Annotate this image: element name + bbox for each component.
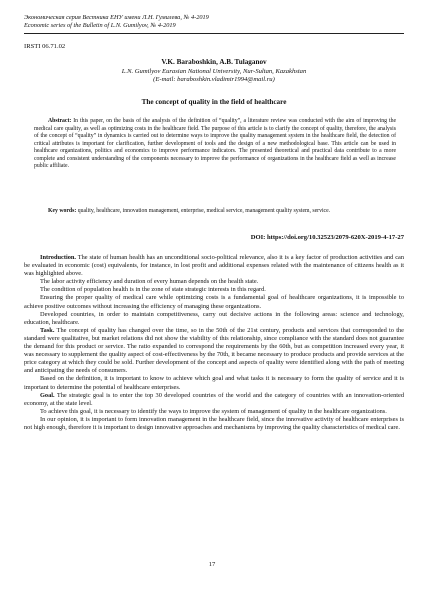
affiliation: L.N. Gumilyov Eurasian National University, Nur-Sultan, Kazakhstan (121, 68, 307, 75)
paragraph: Based on the definition, it is important to know to achieve which goal and what tasks it is necessary to form the quality of service and it is important to determine the potential of healthcare enterprises. (24, 375, 404, 391)
keywords-text: quality, healthcare, innovation management, enterprise, medical service, management quality system, service. (76, 208, 331, 214)
section-label-task: Task. (40, 326, 55, 334)
paragraph-text: The strategic goal is to enter the top 30 developed countries of the world and the category of countries with an innovation-oriented economy, at the state level. (24, 391, 404, 407)
paragraph-task (24, 327, 404, 376)
abstract-text: In this paper, on the basis of the analysis of the definition of “quality”, a literature review was conducted with the aim of improving the medical care quality, as well as optimizing costs in the healthcare field. The purpose of this article is to clarify the concept of quality, therefore, the analysis of the concept of “quality” in dynamics is carried out to determine ways to improve the quality management system in the healthcare field, the detection of critical attributes is important for clarification, further development of tools and the design of a new methodological base. This article can be used in healthcare organizations, politics and economics to improve performance indicators. The presented theoretical and practical data contribute to a more complete and consistent understanding of the components necessary to improve the performance of organizations in the healthcare field as well as increase public affiliate. (34, 118, 396, 170)
paragraph-text: The concept of quality has changed over the time, so in the 50th of the 21st century, products and services that corresponded to the standard were qualitative, but market relations did not show the viability of this relationship, since compliance with the standard does not guarantee the demand for this product or service. The ratio expanded to correspond the requirements by the 60th, but as competition increased every year, it was necessary to supplement the quality aspect of cost-effectiveness by the 70th, it became necessary to produce products and provide services at the price category at which they could be sold. Further development of the concept and aspects of quality were identified along with the path of meeting and anticipating the needs of consumers. (24, 326, 404, 375)
keywords-label: Key words: (48, 208, 77, 214)
paragraph: To achieve this goal, it is necessary to identify the ways to improve the system of management of quality in the healthcare organizations. (40, 407, 387, 415)
section-label-introduction: Introduction. (40, 254, 77, 261)
affiliation-block (24, 68, 404, 85)
paragraph: The labor activity efficiency and duration of every human depends on the health state. (40, 278, 259, 286)
author-email: (E-mail: baraboshkin.vladimir1994@mail.ru) (153, 76, 275, 84)
abstract-label: Abstract: (48, 118, 72, 124)
paragraph-introduction (24, 254, 404, 278)
paragraph: In our opinion, it is important to form innovation management in the healthcare field, since the innovative activity of healthcare enterprises is not high enough, therefore it is important to design innovative approaches and mechanisms by improving the quality characteristics of medical care. (24, 415, 404, 431)
paragraph: The condition of population health is in the zone of state strategic interests in this regard. (40, 286, 266, 294)
section-label-goal: Goal. (40, 391, 55, 399)
body-text (24, 254, 404, 432)
keywords (34, 208, 396, 216)
paragraph-text: The state of human health has an unconditional socio-political relevance, also it is a key factor of production activities and can be evaluated in economic (cost) equivalents, for instance, in lost profit and additional expenses related with the maintenance of citizens health as it was highlighted above. (24, 254, 404, 278)
paper-title: The concept of quality in the field of healthcare (141, 98, 287, 106)
paragraph: Developed countries, in order to maintain competitiveness, carry out decisive actions in the following areas: science and technology, education, healthcare. (24, 310, 404, 326)
paragraph: Ensuring the proper quality of medical care while optimizing costs is a fundamental goal of healthcare organizations, it is impossible to achieve positive outcomes without increasing the efficiency of managing these organizations. (24, 294, 404, 310)
authors: V.K. Baraboshkin, A.B. Tulaganov (161, 58, 267, 66)
irsti-code: IRSTI 06.71.02 (24, 43, 66, 50)
abstract (34, 118, 396, 171)
journal-header-en: Economic series of the Bulletin of L.N. Gumilyov, № 4-2019 (24, 22, 176, 29)
journal-header-ru: Экономическая серия Вестника ЕНУ имени Л.Н. Гумилева, № 4-2019 (24, 14, 209, 21)
header-rule (24, 33, 404, 34)
page-number: 17 (208, 561, 216, 568)
paragraph-goal (24, 392, 404, 408)
doi-link[interactable]: DOI: https://doi.org/10.32523/2079-620X-2019-4-17-27 (250, 234, 404, 241)
journal-header (24, 14, 404, 30)
